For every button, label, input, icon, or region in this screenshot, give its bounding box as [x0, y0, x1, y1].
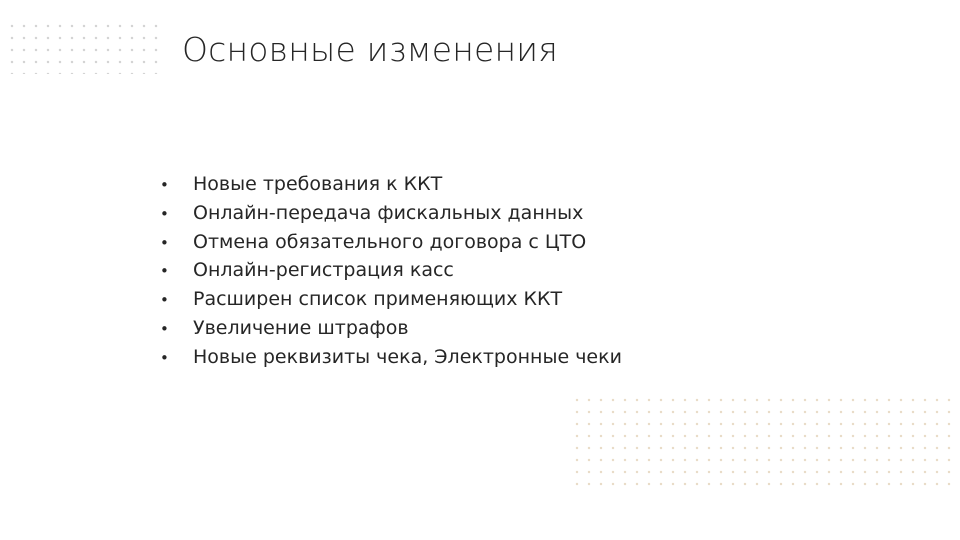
bullet-dot-icon: •	[160, 176, 169, 194]
bullet-dot-icon: •	[160, 348, 169, 367]
bullet-text: Новые реквизиты чека, Электронные чеки	[193, 345, 622, 368]
dot-pattern-decoration-bottom-right	[571, 394, 955, 494]
bullet-text: Увеличение штрафов	[193, 316, 409, 339]
bullet-text: Отмена обязательного договора с ЦТО	[193, 230, 587, 253]
bullet-item-cto-contract	[160, 228, 622, 257]
bullet-item-extended-list	[160, 285, 622, 314]
dot-pattern-decoration-top-left	[6, 20, 162, 74]
bullet-text: Расширен список применяющих ККТ	[193, 288, 563, 311]
slide-title: Основные изменения	[182, 30, 558, 69]
bullet-text: Онлайн-регистрация касс	[193, 259, 454, 282]
bullet-item-receipt-details	[160, 343, 622, 372]
bullet-dot-icon: •	[160, 204, 169, 223]
bullet-list	[160, 170, 622, 372]
bullet-dot-icon: •	[160, 233, 169, 252]
bullet-text: Новые требования к ККТ	[193, 173, 443, 195]
bullet-text: Онлайн-передача фискальных данных	[193, 201, 584, 224]
bullet-item-online-transfer	[160, 199, 622, 228]
bullet-dot-icon: •	[160, 291, 169, 310]
bullet-dot-icon: •	[160, 262, 169, 281]
bullet-item-fines	[160, 314, 622, 343]
bullet-dot-icon: •	[160, 319, 169, 338]
bullet-item-online-registration	[160, 256, 622, 285]
bullet-item-requirements	[160, 170, 622, 199]
